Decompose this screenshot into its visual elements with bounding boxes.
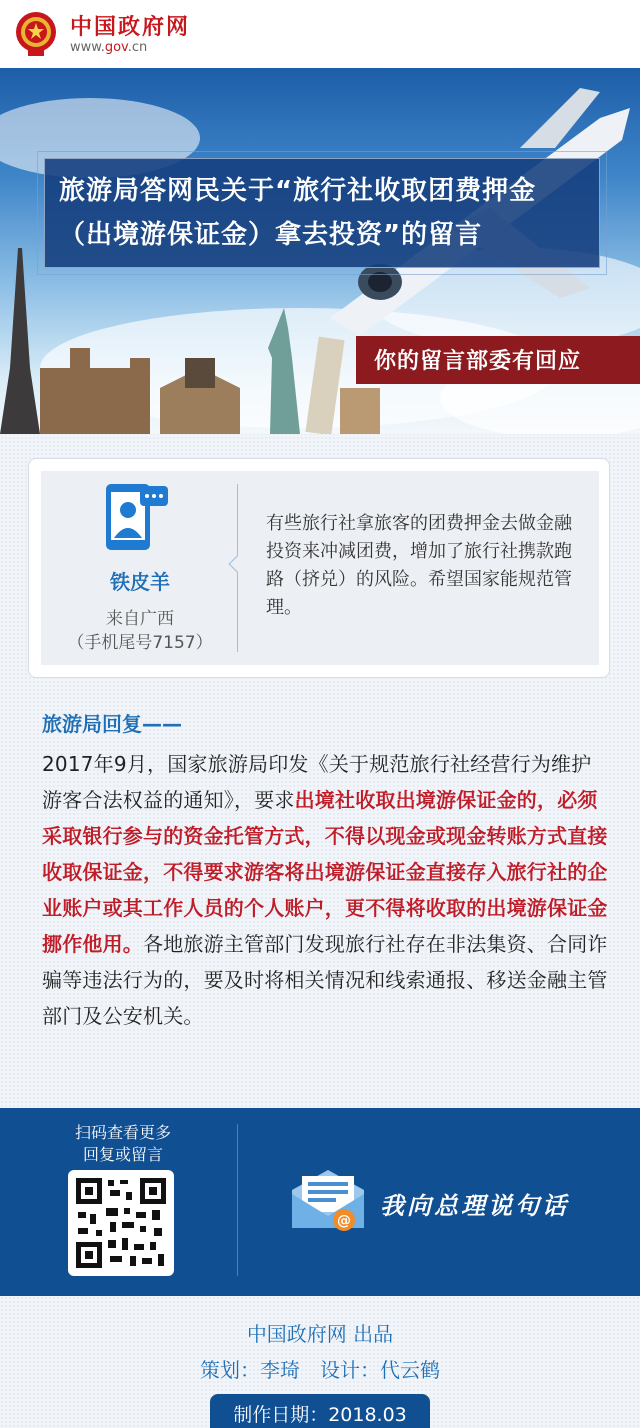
scan-prompt [50, 1122, 196, 1166]
user-message-icon [100, 482, 170, 554]
reply-text-highlight: 出境社收取出境游保证金的，必须采取银行参与的资金托管方式，不得以现金或现金转账方式直接收取保证金，不得要求游客将出境游保证金直接存入旅行社的企业账户或其工作人员的个人账户，更不得将收取的出境游保证金挪作他用。 [42, 788, 608, 956]
page-title: 旅游局答网民关于“旅行社收取团费押金（出境游保证金）拿去投资”的留言 [59, 176, 537, 250]
site-url-gov: gov [104, 40, 128, 55]
user-phone: （手机尾号7157） [67, 633, 213, 653]
date-badge [210, 1394, 430, 1428]
hero-banner [0, 68, 640, 434]
scan-prompt-line2: 回复或留言 [82, 1145, 163, 1164]
site-url-prefix: www. [70, 40, 105, 55]
production-date: 制作日期：2018.03 [233, 1404, 407, 1426]
speak-to-premier-link[interactable]: 我向总理说句话 [380, 1192, 569, 1220]
national-emblem-icon [14, 10, 58, 58]
site-name[interactable]: 中国政府网 [70, 15, 191, 40]
reply-text-part1: 2017年9月，国家旅游局印发《关于规范旅行社经营行为维护游客合法权益的通知》，要求 [42, 752, 592, 812]
title-box [44, 158, 600, 268]
qr-code[interactable] [68, 1170, 174, 1276]
qr-code-icon [76, 1178, 166, 1268]
reply-heading: 旅游局回复—— [42, 712, 182, 736]
site-url[interactable] [70, 40, 147, 55]
user-location: 来自广西 [106, 609, 174, 629]
reply-tag-label: 你的留言部委有回应 [374, 349, 582, 374]
reply-body [42, 746, 608, 1034]
credit-staff: 策划：李琦 设计：代云鹤 [200, 1358, 440, 1382]
credit-producer: 中国政府网 出品 [246, 1322, 394, 1346]
user-name: 铁皮羊 [110, 570, 170, 594]
scan-prompt-line1: 扫码查看更多 [74, 1123, 171, 1142]
message-text: 有些旅行社拿旅客的团费押金去做金融投资来冲减团费，增加了旅行社携款跑路（挤兑）的风险。希望国家能规范管理。 [266, 513, 572, 618]
site-header [0, 0, 640, 68]
reply-tag [356, 336, 640, 384]
site-url-suffix: .cn [127, 40, 148, 55]
reply-text-part3: 各地旅游主管部门发现旅行社存在非法集资、合同诈骗等违法行为的，要及时将相关情况和线索通报、移送金融主管部门及公安机关。 [42, 932, 608, 1028]
footer-divider [237, 1124, 238, 1276]
mail-icon[interactable] [288, 1166, 368, 1236]
svg-text:@: @ [337, 1213, 351, 1229]
